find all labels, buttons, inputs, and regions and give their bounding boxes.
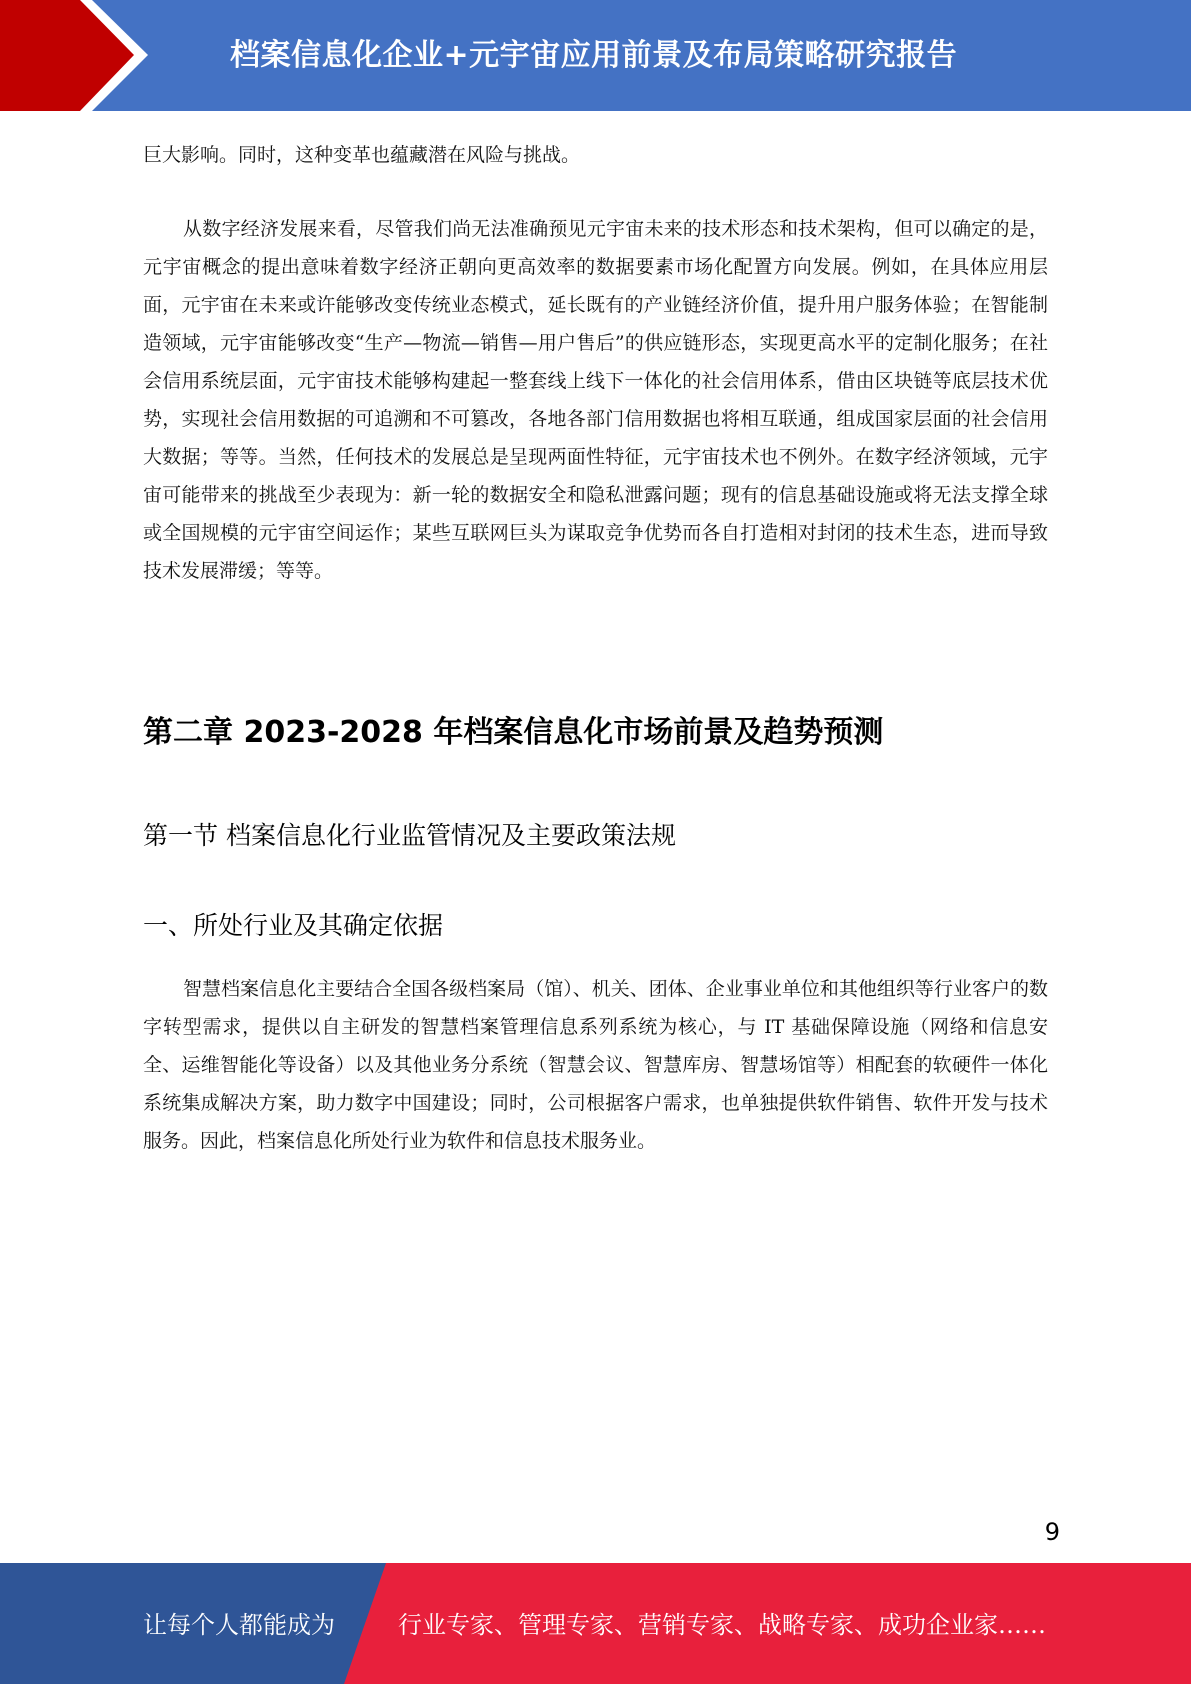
- header-arrow-decoration: [0, 0, 160, 111]
- chapter-heading: 第二章 2023-2028 年档案信息化市场前景及趋势预测: [143, 715, 884, 750]
- paragraph-continuation: [143, 136, 1048, 174]
- page-number: 9: [1044, 1518, 1060, 1546]
- paragraph-industry: [143, 970, 1048, 1160]
- subsection-heading: 一、所处行业及其确定依据: [143, 911, 444, 940]
- footer-slogan-left: 让每个人都能成为: [143, 1611, 335, 1639]
- report-title: 档案信息化企业+元宇宙应用前景及布局策略研究报告: [230, 38, 958, 73]
- paragraph-1: 巨大影响。同时，这种变革也蕴藏潜在风险与挑战。: [143, 144, 581, 166]
- paragraph-2: 从数字经济发展来看，尽管我们尚无法准确预见元宇宙未来的技术形态和技术架构，但可以确定的是，元宇宙概念的提出意味着数字经济正朝向更高效率的数据要素市场化配置方向发展。例如，在具体应用层面，元宇宙在未来或许能够改变传统业态模式，延长既有的产业链经济价值，提升用户服务体验；在智能制造领域，元宇宙能够改变“生产—物流—销售—用户售后”的供应链形态，实现更高水平的定制化服务；在社会信用系统层面，元宇宙技术能够构建起一整套线上线下一体化的社会信用体系，借由区块链等底层技术优势，实现社会信用数据的可追溯和不可篡改，各地各部门信用数据也将相互联通，组成国家层面的社会信用大数据；等等。当然，任何技术的发展总是呈现两面性特征，元宇宙技术也不例外。在数字经济领域，元宇宙可能带来的挑战至少表现为：新一轮的数据安全和隐私泄露问题；现有的信息基础设施或将无法支撑全球或全国规模的元宇宙空间运作；某些互联网巨头为谋取竞争优势而各自打造相对封闭的技术生态，进而导致技术发展滞缓；等等。: [143, 218, 1048, 582]
- page-footer: [0, 1563, 1191, 1684]
- footer-slogan-right: 行业专家、管理专家、营销专家、战略专家、成功企业家……: [398, 1611, 1046, 1639]
- paragraph-digital-economy: [143, 210, 1048, 590]
- paragraph-3: 智慧档案信息化主要结合全国各级档案局（馆）、机关、团体、企业事业单位和其他组织等行业客户的数字转型需求，提供以自主研发的智慧档案管理信息系列系统为核心，与 IT 基础保障设施（网络和信息安全、运维智能化等设备）以及其他业务分系统（智慧会议、智慧库房、智慧场馆等）相配套的软硬件一体化系统集成解决方案，助力数字中国建设；同时，公司根据客户需求，也单独提供软件销售、软件开发与技术服务。因此，档案信息化所处行业为软件和信息技术服务业。: [143, 978, 1048, 1152]
- section-heading: 第一节 档案信息化行业监管情况及主要政策法规: [143, 821, 676, 850]
- page-header: [0, 0, 1191, 111]
